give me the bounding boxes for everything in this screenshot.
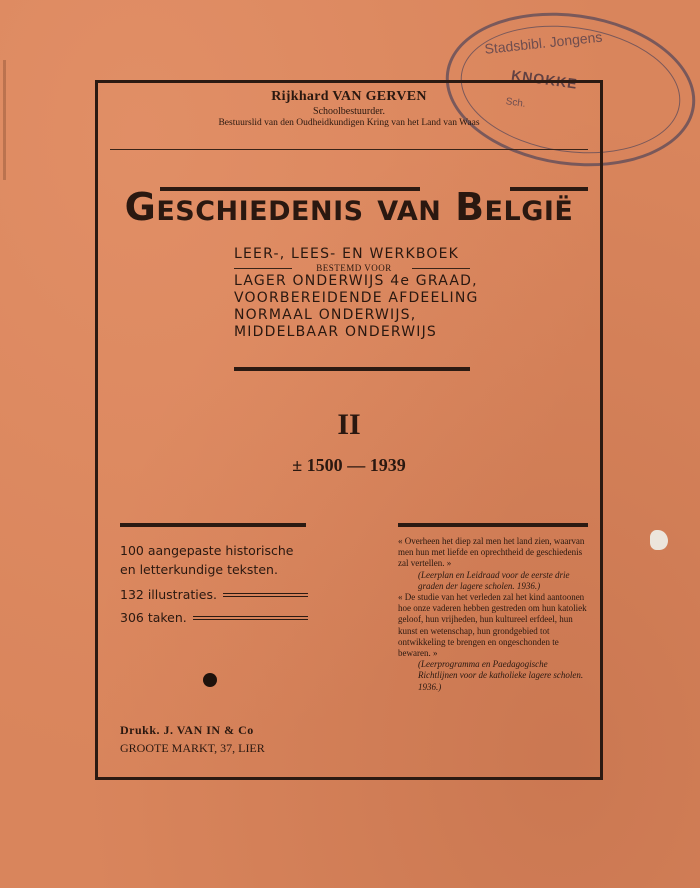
subtitle-line-5: MIDDELBAAR ONDERWIJS [234,324,438,340]
author-role: Schoolbestuurder. [313,106,385,117]
book-title: Geschiedenis van België [124,185,574,229]
contents-bar [120,523,306,527]
printer-address: GROOTE MARKT, 37, LIER [120,741,265,755]
printer-name: Drukk. J. VAN IN & Co [120,723,254,737]
volume-number: II [337,408,361,441]
quote-1-source: (Leerplan en Leidraad voor de eerste drie graden der lagere scholen. 1936.) [418,569,570,591]
cover-wear-mark [3,60,6,180]
contents-texts: 100 aangepaste historische en letterkundige teksten. [120,543,294,577]
date-end: 1939 [369,455,406,475]
contents-illustrations-row [120,587,308,602]
quote-1: « Overheen het diep zal men het land zien, waarvan men hun met liefde en oprechtheid de geschiedenis zal vertellen. » [398,536,585,569]
quote-2-source: (Leerprogramma en Paedagogische Richtlijnen voor de katholieke lagere scholen. 1936.) [418,659,584,692]
subtitle-line-3: VOORBEREIDENDE AFDEELING [234,290,479,306]
date-range [98,455,600,476]
subtitle-line-1: LEER-, LEES- EN WERKBOEK [234,246,460,262]
quotes-text [398,536,588,693]
contents-tasks-row [120,610,308,625]
title-frame [95,80,603,780]
contents-column [120,523,308,625]
author-affiliation: Bestuurslid van den Oudheidkundigen Kring van het Land van Waas [218,118,480,128]
subtitle-bar [234,367,470,371]
author-block [98,89,600,128]
quote-2: « De studie van het verleden zal het kind aantoonen hoe onze vaderen hebben gestreden om hun katoliek geloof, hun vrijheden, hun kultureel erfdeel, hun kunst en wetenschap, hun grondgebied tot ontwikkeling te brengen en ongeschonden te bewaren. » [398,592,587,659]
cover-tear [650,530,668,550]
quotes-column [398,523,588,693]
author-name: Rijkhard VAN GERVEN [271,89,427,104]
connector-line-left [234,268,292,269]
subtitle-line-2: LAGER ONDERWIJS 4e GRAAD, [234,273,478,289]
date-separator: — [347,455,366,475]
subtitle-block [234,246,479,341]
subtitle-line-4: NORMAAL ONDERWIJS, [234,307,417,323]
connector-line-right [412,268,470,269]
contents-illustrations: 132 illustraties. [120,587,217,602]
header-rule [110,149,588,150]
stamp-line-3: Sch. [504,96,527,110]
ornament-dot [203,673,217,687]
stamp-line-2: KNOKKE [510,66,579,92]
leader-line [223,593,308,597]
quotes-bar [398,523,588,527]
subtitle-connector [234,263,474,273]
contents-tasks: 306 taken. [120,610,187,625]
printer-block [120,721,265,757]
leader-line [193,616,308,620]
date-start: ± 1500 [292,455,343,475]
connector-text: BESTEMD VOOR [316,263,392,273]
stamp-line-1: Stadsbibl. Jongens [483,28,604,57]
